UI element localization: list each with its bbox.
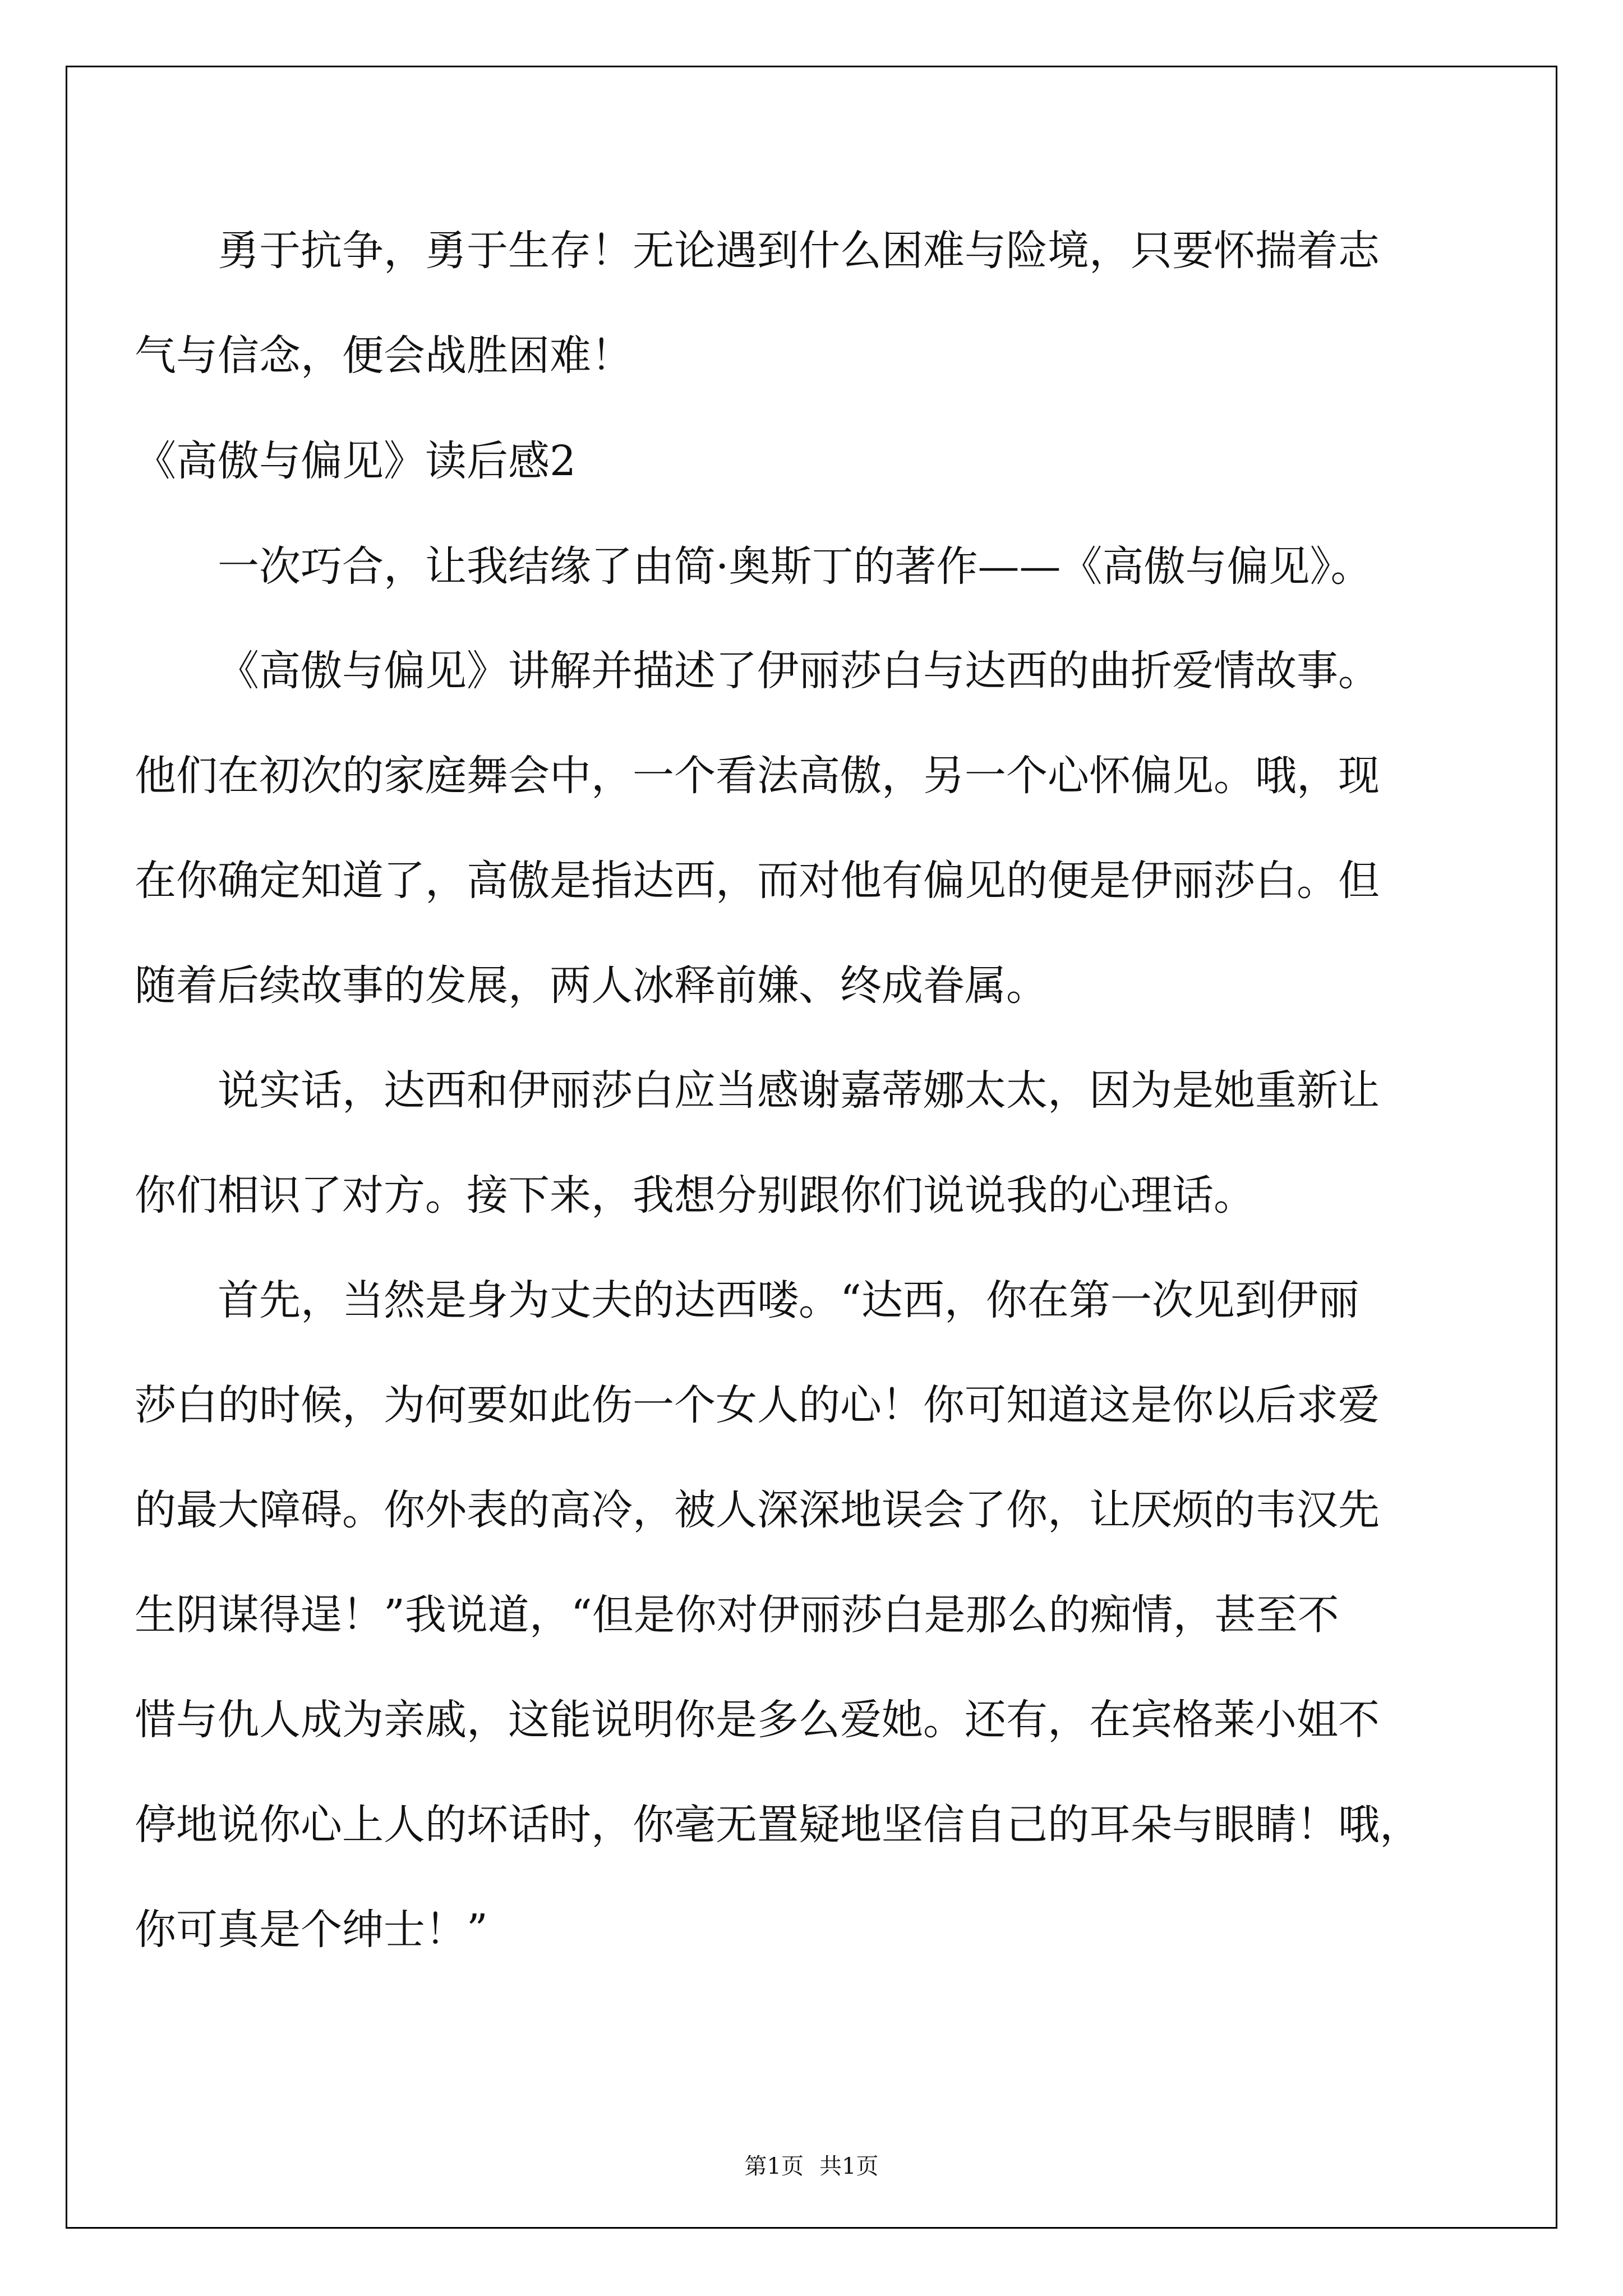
text-line: 在你确定知道了，高傲是指达西，而对他有偏见的便是伊丽莎白。但 xyxy=(135,857,1380,905)
text-line: 你可真是个绅士！” xyxy=(135,1906,488,1954)
text-line: 随着后续故事的发展，两人冰释前嫌、终成眷属。 xyxy=(135,961,1048,1010)
text-line: 生阴谋得逞！”我说道，“但是你对伊丽莎白是那么的痴情，甚至不 xyxy=(135,1591,1339,1639)
text-line: 停地说你心上人的坏话时，你毫无置疑地坚信自己的耳朵与眼睛！哦， xyxy=(135,1801,1421,1849)
text-line: 气与信念，便会战胜困难！ xyxy=(135,332,633,380)
text-line: 说实话，达西和伊丽莎白应当感谢嘉蒂娜太太，因为是她重新让 xyxy=(218,1066,1380,1115)
page-total: 共1页 xyxy=(819,2154,879,2179)
text-line: 勇于抗争，勇于生存！无论遇到什么困难与险境，只要怀揣着志 xyxy=(218,227,1380,275)
text-line: 你们相识了对方。接下来，我想分别跟你们说说我的心理话。 xyxy=(135,1171,1255,1220)
section-heading: 《高傲与偏见》读后感2 xyxy=(135,437,577,485)
text-line: 的最大障碍。你外表的高冷，被人深深地误会了你，让厌烦的韦汉先 xyxy=(135,1486,1380,1534)
text-line: 他们在初次的家庭舞会中，一个看法高傲，另一个心怀偏见。哦，现 xyxy=(135,752,1380,800)
page-number: 第1页 xyxy=(744,2154,804,2179)
page-border xyxy=(66,66,1557,2229)
text-line: 《高傲与偏见》讲解并描述了伊丽莎白与达西的曲折爱情故事。 xyxy=(218,647,1380,695)
page-footer xyxy=(0,2148,1623,2180)
text-line: 一次巧合，让我结缘了由简·奥斯丁的著作——《高傲与偏见》。 xyxy=(218,542,1372,591)
text-line: 莎白的时候，为何要如此伤一个女人的心！你可知道这是你以后求爱 xyxy=(135,1381,1380,1429)
text-line: 惜与仇人成为亲戚，这能说明你是多么爱她。还有，在宾格莱小姐不 xyxy=(135,1696,1380,1744)
text-line: 首先，当然是身为丈夫的达西喽。“达西，你在第一次见到伊丽 xyxy=(218,1276,1359,1324)
